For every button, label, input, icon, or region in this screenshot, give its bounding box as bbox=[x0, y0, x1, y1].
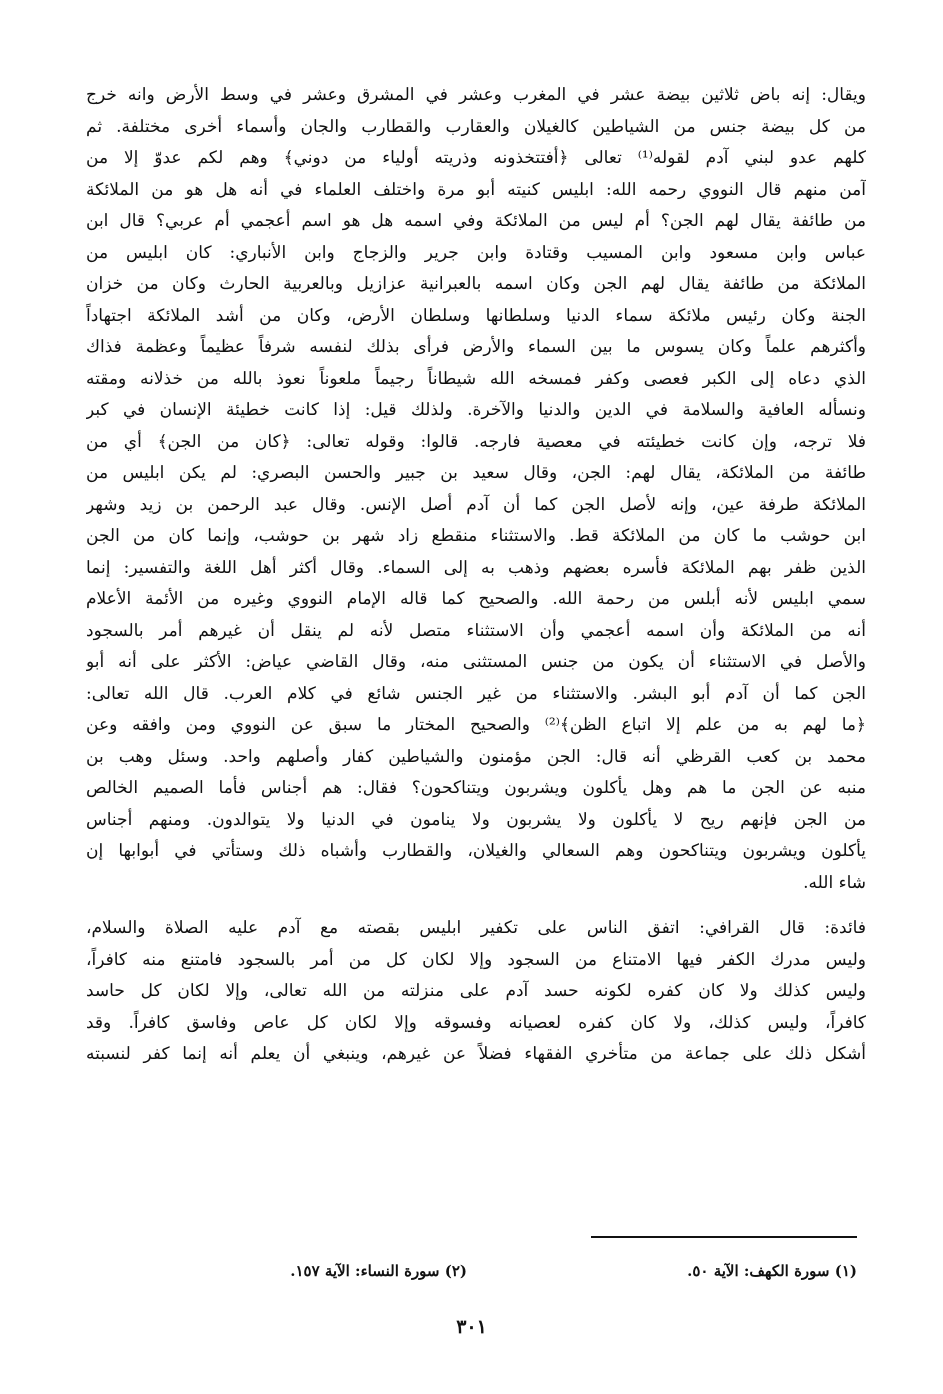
text-line: الملائكة طرفة عين، وإنه لأصل الجن كما أن آدم أصل الإنس. وقال عبد الرحمن بن زيد وشهر bbox=[86, 494, 866, 515]
footnote-divider bbox=[591, 1236, 857, 1238]
benefit-line: أشكل ذلك على جماعة من متأخري الفقهاء فضلاً عن غيرهم، وينبغي أن يعلم أنه إنما كفر لنسبته bbox=[86, 1044, 866, 1064]
text-line: والأصل في الاستثناء أن يكون من جنس المستثنى منه، وقال القاضي عياض: الأكثر على أنه أبو bbox=[86, 652, 866, 672]
text-line: عباس وابن مسعود وابن المسيب وقتادة وابن جرير والزجاج وابن الأنباري: كان ابليس من bbox=[86, 242, 866, 263]
paragraph-gap bbox=[86, 899, 866, 913]
text-line: ابن حوشب ما كان من الملائكة قط. والاستثناء منقطع زاد شهر بن حوشب، وإنما كان من الجن bbox=[86, 526, 866, 546]
text-line: من الجن فإنهم ريح لا يأكلون ولا يشربون ولا ينامون في الدنيا ولا يتوالدون. ومنهم أجناس bbox=[86, 809, 866, 830]
text-line: ويقال: إنه باض ثلاثين بيضة عشر في المغرب وعشر في المشرق وعشر في وسط الأرض وانه خرج bbox=[86, 85, 866, 105]
text-line: الملائكة من طائفة يقال لهم الجن وكان اسمه بالعبرانية عزازيل وبالعربية الحارث وكان من خزان bbox=[86, 274, 866, 294]
text-line: منبه عن الجن ما هم وهل يأكلون ويشربون ويتناكحون؟ فقال: هم أجناس فأما الصميم الخالص bbox=[86, 778, 866, 798]
text-line: الذين ظفر بهم الملائكة فأسره بعضهم وذهب به إلى السماء. وقال أكثر أهل اللغة والتفسير: إنما bbox=[86, 557, 866, 578]
text-line: آمن منهم قال النووي رحمه الله: ابليس كنيته أبو مرة واختلف العلماء في أنه هل هو من الملائكة bbox=[86, 179, 866, 200]
main-text-block bbox=[86, 80, 866, 1071]
text-line: الجنة وكان رئيس ملائكة سماء الدنيا وسلطانها وسلطان الأرض، وكان من أشد الملائكة اجتهاداً bbox=[86, 305, 866, 326]
text-line: الذي دعاه إلى الكبر فعصى وكفر فمسخه الله شيطاناً رجيماً ملعوناً نعوذ بالله من خذلانه ومقته bbox=[86, 368, 866, 389]
text-line: شاء الله. bbox=[803, 872, 866, 893]
page-number: ٣٠١ bbox=[456, 1316, 487, 1338]
text-line: ﴿ما لهم به من علم إلا اتباع الظن﴾⁽²⁾ والصحيح المختار ما سبق عن النووي ومن وافقه وعن bbox=[86, 715, 866, 735]
benefit-line: وليس كذلك ولا كان كفره لكونه حسد آدم على منزلته من الله تعالى، وإلا لكان كل حاسد bbox=[86, 981, 866, 1001]
text-line: فلا ترجه، وإن كانت خطيئته في معصية فارجه. قالوا: وقوله تعالى: ﴿كان من الجن﴾ أي من bbox=[86, 431, 866, 452]
text-line: من كل بيضة جنس من الشياطين كالغيلان والعقارب والقطارب والجان وأسماء أخرى مختلفة. ثم bbox=[86, 116, 866, 137]
text-line: أنه من الملائكة وأن اسمه أعجمي وأن الاستثناء متصل لأنه لم ينقل أن غيرهم أمر بالسجود bbox=[86, 620, 866, 641]
text-line: وأكثرهم علماً وكان يسوس ما بين السماء والأرض فرأى بذلك لنفسه شرفاً عظيماً وعظمة فذاك bbox=[86, 337, 866, 357]
text-line: يأكلون ويشربون ويتناكحون وهم السعالي والغيلان، والقطارب وأشباه ذلك وستأتي في أبوابها إن bbox=[86, 841, 866, 861]
text-line: محمد بن كعب القرظي أنه قال: الجن مؤمنون والشياطين كفار وأصلهم واحد. وسئل وهب بن bbox=[86, 746, 866, 767]
text-line: طائفة من الملائكة، يقال لهم: الجن، وقال سعيد بن جبير والحسن البصري: لم يكن ابليس من bbox=[86, 463, 866, 483]
text-line: الجن كما أن آدم أبو البشر. والاستثناء من غير الجنس شائع في كلام العرب. قال الله تعالى: bbox=[86, 683, 866, 704]
text-line: كلهم عدو لبني آدم لقوله⁽¹⁾ تعالى ﴿أفتتخذونه وذريته أولياء من دوني﴾ وهم لكم عدوّ إلا من bbox=[86, 148, 866, 168]
benefit-line: فائدة: قال القرافي: اتفق الناس على تكفير ابليس بقصته مع آدم عليه الصلاة والسلام، bbox=[86, 918, 866, 938]
footnote-2: (٢) سورة النساء: الآية ١٥٧. bbox=[290, 1262, 467, 1280]
footnote-1: (١) سورة الكهف: الآية ٥٠. bbox=[687, 1262, 857, 1280]
text-line: ونسأله العافية والسلامة في الدين والدنيا والآخرة. ولذلك قيل: إذا كانت خطيئة الإنسان في كبر bbox=[86, 400, 866, 420]
benefit-line: كافراً، وليس كذلك، ولا كان كفره لعصيانه وفسوقه وإلا لكان كل عاص وفاسق كافراً. وقد bbox=[86, 1012, 866, 1033]
benefit-line: وليس مدرك الكفر فيها الامتناع من السجود وإلا لكان كل من أمر بالسجود فامتنع منه كافراً، bbox=[86, 949, 866, 970]
text-line: من طائفة يقال لهم الجن؟ أم ليس من الملائكة وفي اسمه هل هو اسم أعجمي أم عربي؟ قال ابن bbox=[86, 211, 866, 231]
text-line: سمي ابليس لأنه أبلس من رحمة الله. والصحيح كما قاله الإمام النووي وغيره من الأئمة الأعلام bbox=[86, 589, 866, 609]
